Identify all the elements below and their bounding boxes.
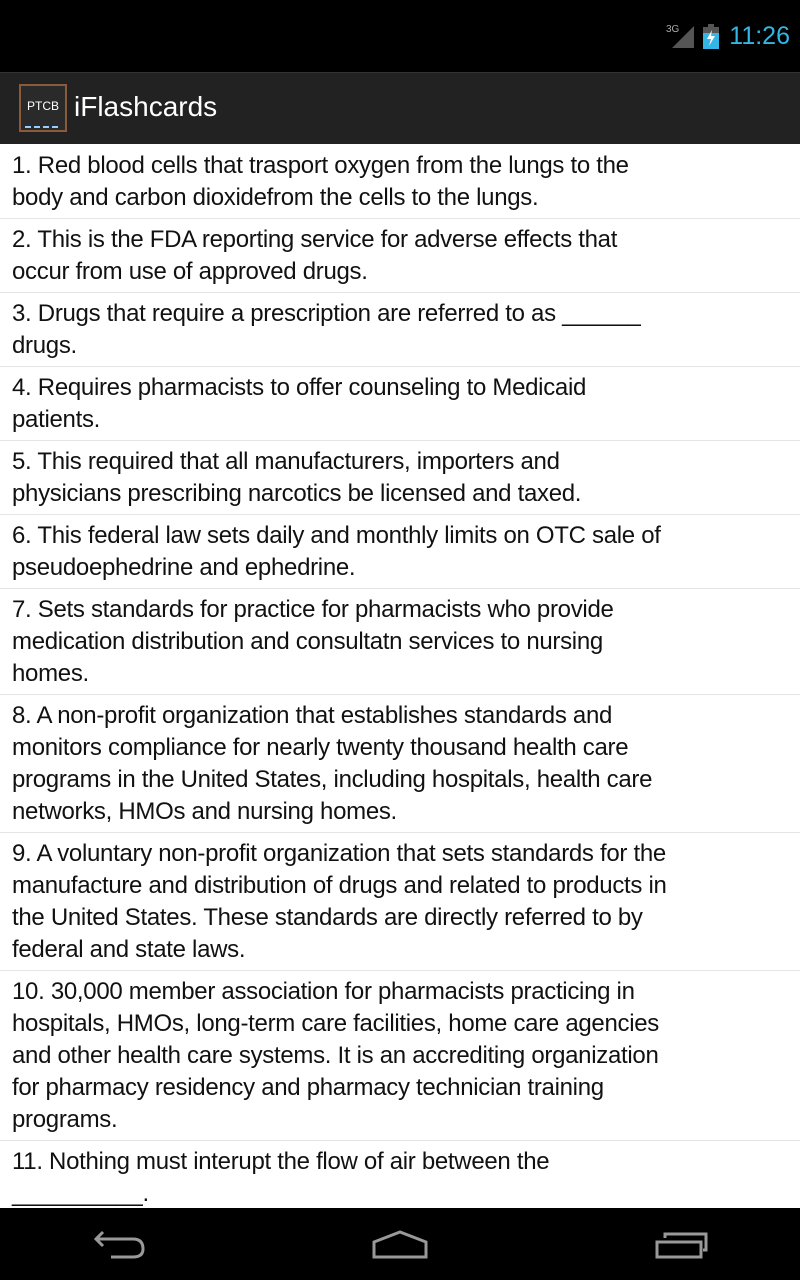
flashcard-item[interactable] bbox=[0, 219, 800, 293]
flashcard-item[interactable] bbox=[0, 971, 800, 1141]
flashcard-text-line: hospitals, HMOs, long-term care facilities, home care agencies bbox=[12, 1010, 660, 1037]
flashcard-text-line: pseudoephedrine and ephedrine. bbox=[12, 554, 356, 581]
flashcard-item[interactable] bbox=[0, 833, 800, 971]
flashcard-item[interactable] bbox=[0, 695, 800, 833]
flashcard-text-line: physicians prescribing narcotics be licensed and taxed. bbox=[12, 480, 582, 507]
flashcard-text-line: medication distribution and consultatn services to nursing bbox=[12, 628, 603, 655]
flashcard-text-line: for pharmacy residency and pharmacy technician training bbox=[12, 1074, 604, 1101]
flashcard-text-line: networks, HMOs and nursing homes. bbox=[12, 798, 397, 825]
flashcard-text-line: 4. Requires pharmacists to offer counseling to Medicaid bbox=[12, 374, 587, 401]
status-bar bbox=[0, 0, 800, 72]
flashcard-item[interactable] bbox=[0, 515, 800, 589]
flashcard-text-line: 5. This required that all manufacturers, importers and bbox=[12, 448, 560, 475]
flashcard-text-line: body and carbon dioxidefrom the cells to the lungs. bbox=[12, 184, 539, 211]
flashcard-text-line: drugs. bbox=[12, 332, 77, 359]
network-label: 3G bbox=[666, 24, 680, 35]
flashcard-text-line: programs. bbox=[12, 1106, 118, 1133]
navigation-bar bbox=[0, 1208, 800, 1280]
flashcard-text-line: 7. Sets standards for practice for pharmacists who provide bbox=[12, 596, 614, 623]
flashcard-text-line: and other health care systems. It is an accrediting organization bbox=[12, 1042, 659, 1069]
flashcard-text-line: __________. bbox=[12, 1180, 149, 1207]
flashcard-text-line: 2. This is the FDA reporting service for adverse effects that bbox=[12, 226, 618, 253]
flashcard-item[interactable] bbox=[0, 1141, 800, 1215]
flashcard-list[interactable] bbox=[0, 145, 800, 1215]
flashcard-text-line: homes. bbox=[12, 660, 89, 687]
flashcard-text-line: the United States. These standards are directly referred to by bbox=[12, 904, 643, 931]
flashcard-text-line: 11. Nothing must interupt the flow of air between the bbox=[12, 1148, 550, 1175]
flashcard-item[interactable] bbox=[0, 145, 800, 219]
flashcard-item[interactable] bbox=[0, 293, 800, 367]
action-bar bbox=[0, 72, 800, 144]
app-logo[interactable] bbox=[19, 84, 67, 132]
flashcard-item[interactable] bbox=[0, 589, 800, 695]
flashcard-text-line: federal and state laws. bbox=[12, 936, 246, 963]
clock: 11:26 bbox=[729, 22, 790, 50]
flashcard-item[interactable] bbox=[0, 441, 800, 515]
flashcard-text-line: 9. A voluntary non-profit organization that sets standards for the bbox=[12, 840, 666, 867]
app-title: iFlashcards bbox=[74, 91, 218, 122]
logo-text: PTCB bbox=[26, 99, 59, 113]
flashcard-text-line: 6. This federal law sets daily and monthly limits on OTC sale of bbox=[12, 522, 661, 549]
flashcard-text-line: patients. bbox=[12, 406, 101, 433]
back-icon[interactable] bbox=[93, 1230, 147, 1260]
battery-charging-icon bbox=[703, 24, 719, 49]
flashcard-text-line: 10. 30,000 member association for pharmacists practicing in bbox=[12, 978, 635, 1005]
flashcard-text-line: 3. Drugs that require a prescription are referred to as ______ bbox=[12, 300, 641, 327]
flashcard-text-line: 8. A non-profit organization that establishes standards and bbox=[12, 702, 613, 729]
flashcard-text-line: 1. Red blood cells that trasport oxygen from the lungs to the bbox=[12, 152, 629, 179]
flashcard-text-line: manufacture and distribution of drugs and related to products in bbox=[12, 872, 667, 899]
signal-3g-icon bbox=[666, 22, 694, 48]
flashcard-item[interactable] bbox=[0, 367, 800, 441]
home-icon[interactable] bbox=[372, 1230, 428, 1260]
flashcard-text-line: programs in the United States, including hospitals, health care bbox=[12, 766, 653, 793]
flashcard-text-line: occur from use of approved drugs. bbox=[12, 258, 368, 285]
recent-apps-icon[interactable] bbox=[655, 1230, 709, 1260]
flashcard-text-line: monitors compliance for nearly twenty thousand health care bbox=[12, 734, 629, 761]
